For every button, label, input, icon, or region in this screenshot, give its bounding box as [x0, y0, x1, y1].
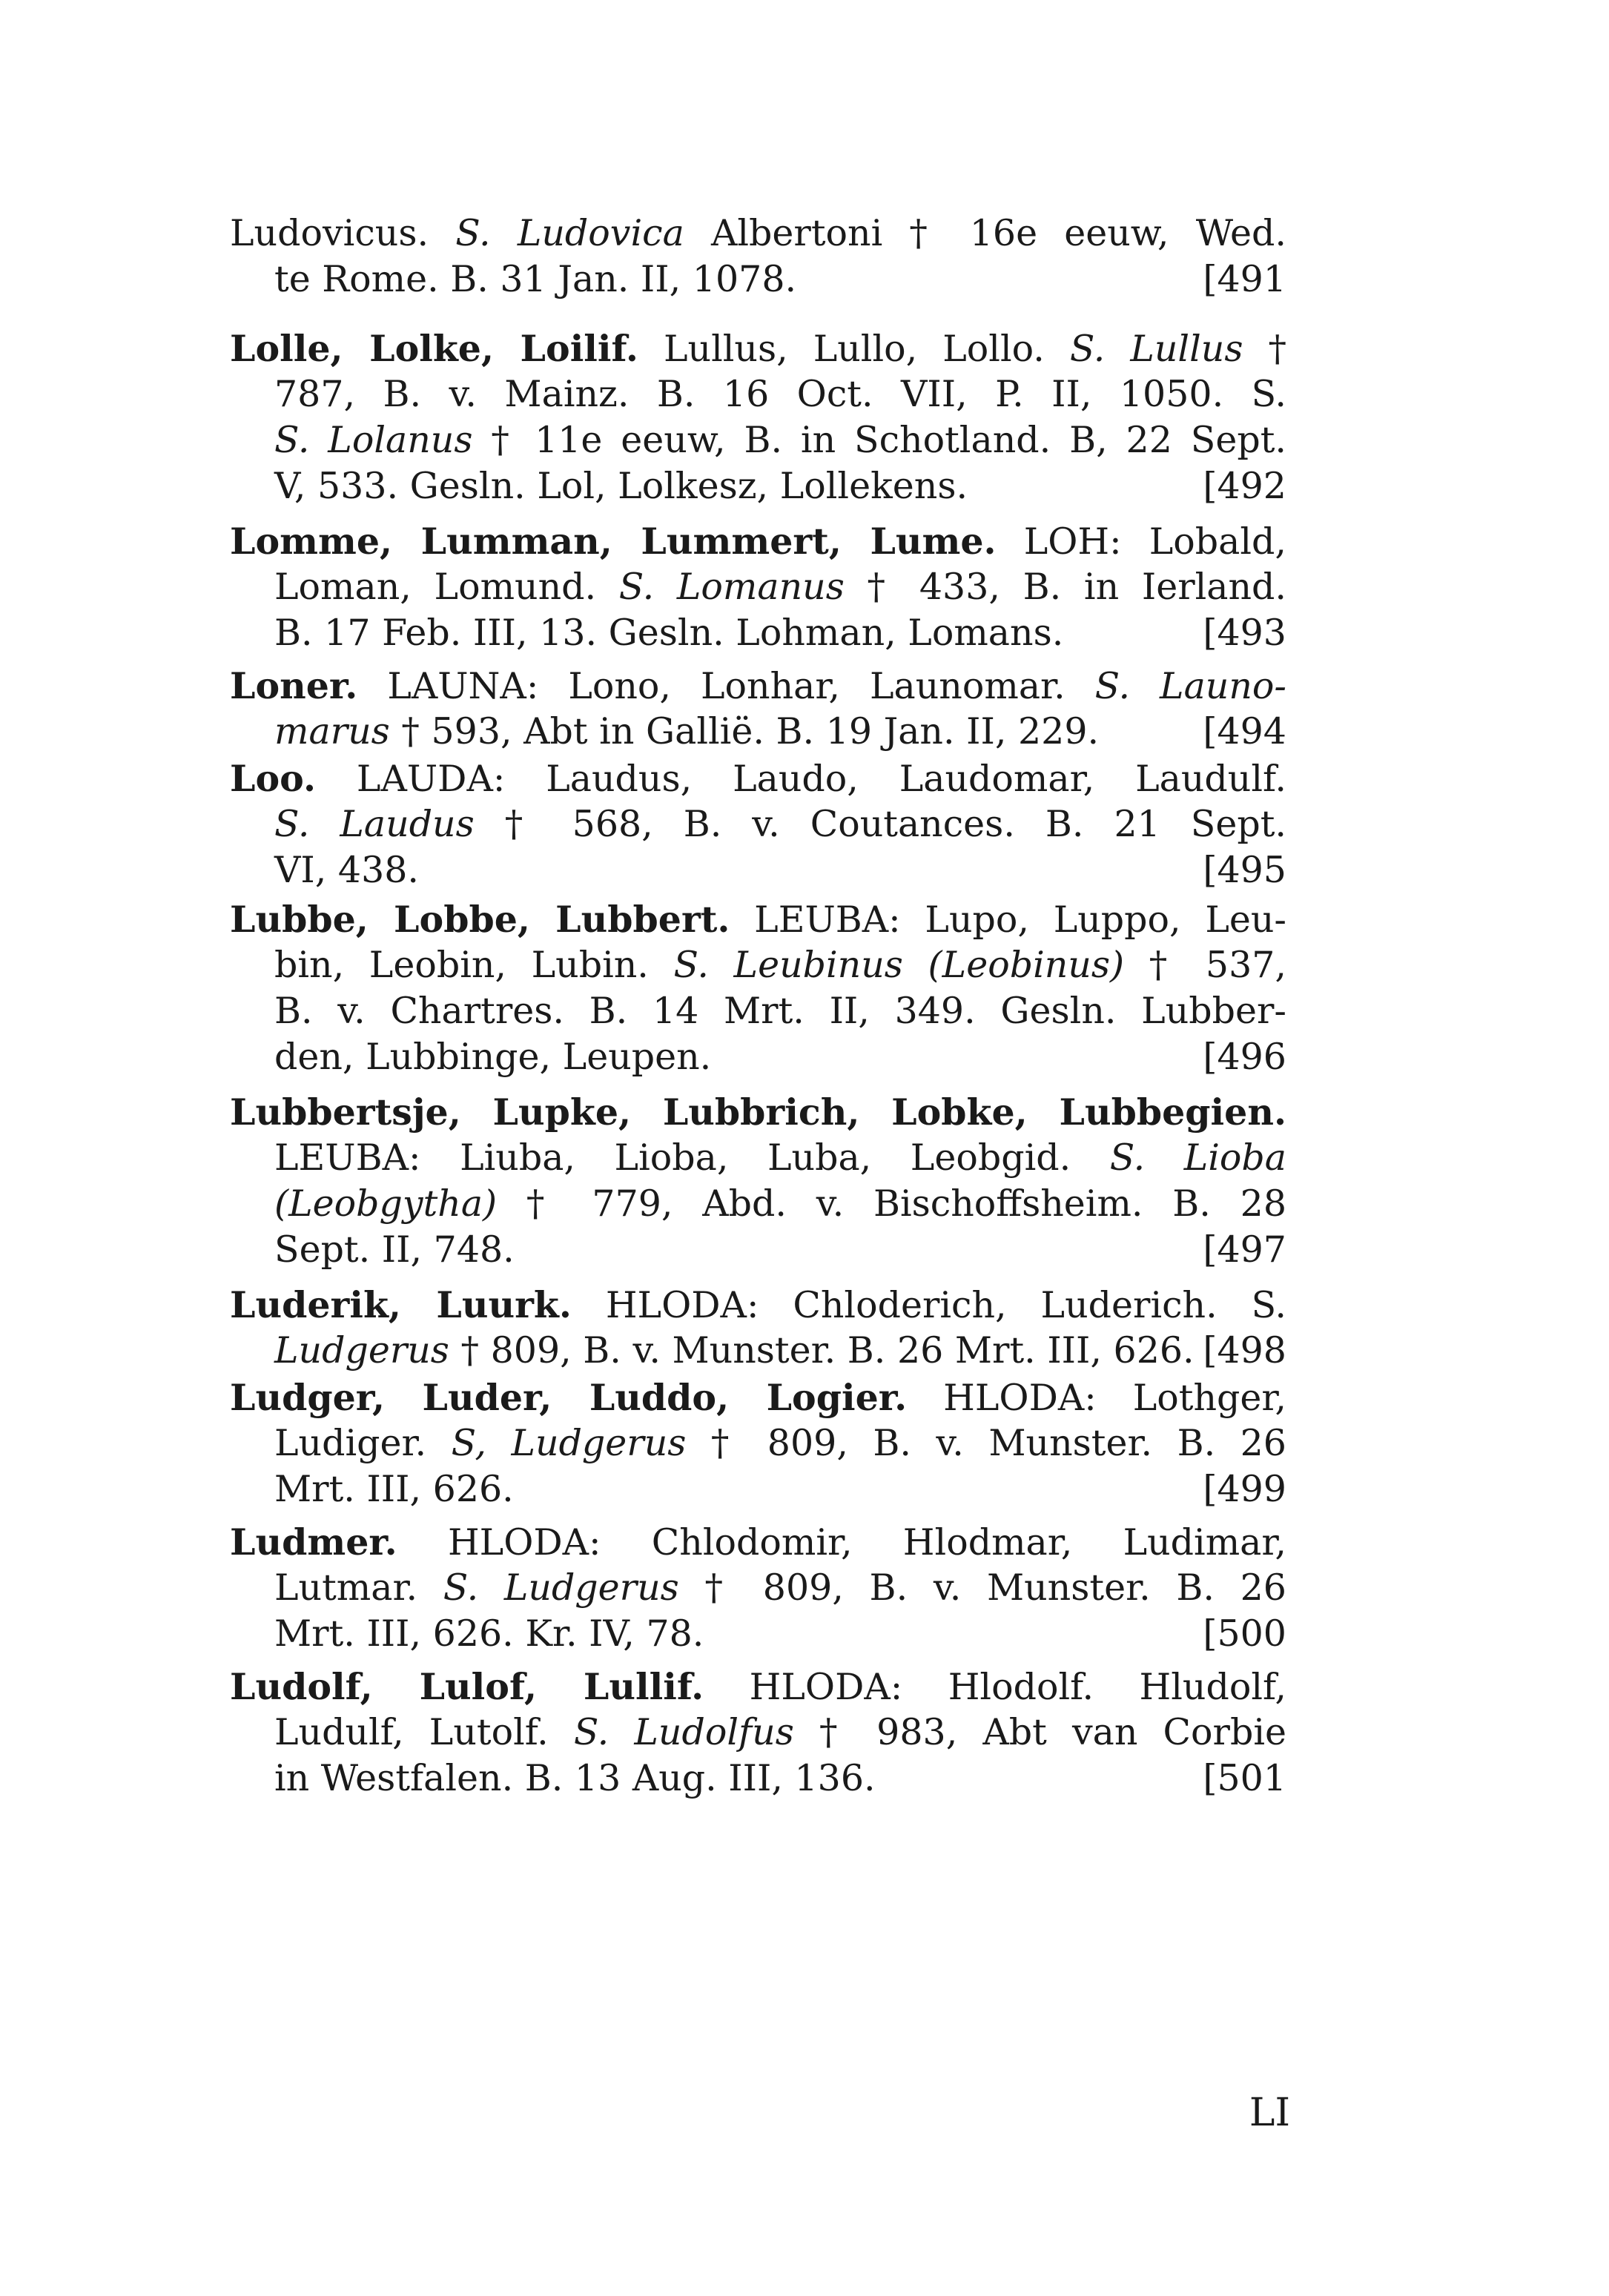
entry-text: † 779, Abd. v. Bischoffsheim. B. 28: [497, 1182, 1286, 1225]
entry-text: bin, Leobin, Lubin.: [274, 944, 674, 986]
entry-text: V, 533. Gesln. Lol, Lolkesz, Lollekens.: [274, 465, 968, 507]
entry-text: B. v. Chartres. B. 14 Mrt. II, 349. Gesln. Lubber-: [274, 990, 1286, 1032]
entry-text: † 593, Abt in Gallië. B. 19 Jan. II, 229.: [389, 710, 1100, 752]
entry-headword: Lomme, Lumman, Lummert, Lume.: [230, 520, 997, 563]
saint-name: S. Ludovica: [455, 212, 684, 254]
entry-text: LOH: Lobald,: [996, 520, 1286, 563]
entry-line: [274, 372, 1286, 417]
entry-line: [274, 1421, 1286, 1466]
entry-line: [274, 989, 1286, 1033]
entry-line: [274, 464, 1286, 509]
entry-line: [274, 1228, 1286, 1272]
entry-number: [493: [1203, 612, 1286, 654]
entry-text: LEUBA: Lupo, Luppo, Leu-: [730, 899, 1286, 941]
entry-headword: Loner.: [230, 664, 358, 707]
entry-text: LAUNA: Lono, Lonhar, Launomar.: [357, 665, 1095, 707]
entry-text: 787, B. v. Mainz. B. 16 Oct. VII, P. II, 1050. S.: [274, 373, 1286, 415]
entry-line: [274, 943, 1286, 987]
entry-line: [230, 1664, 1286, 1709]
entry-line: [274, 709, 1286, 754]
entry-text: HLODA: Hlodolf. Hludolf,: [704, 1666, 1286, 1708]
entry-text: Mrt. III, 626. Kr. IV, 78.: [274, 1612, 704, 1655]
entry-line: [274, 1035, 1286, 1079]
entry-line: [274, 1182, 1286, 1226]
entry-text: den, Lubbinge, Leupen.: [274, 1036, 712, 1078]
entry-headword: Ludolf, Lulof, Lullif.: [230, 1665, 704, 1708]
entry-headword: Loo.: [230, 757, 317, 800]
entry-text: VI, 438.: [274, 849, 419, 891]
entry-text: Lutmar.: [274, 1566, 443, 1609]
entry-text: Ludulf, Lutolf.: [274, 1711, 574, 1753]
entry-line: [230, 664, 1286, 708]
page-number: LI: [1249, 2091, 1290, 2135]
saint-name: S. Laudus: [274, 803, 475, 845]
saint-name: Ludgerus: [274, 1329, 449, 1372]
entry-line: [274, 1136, 1286, 1180]
entry-number: [494: [1203, 710, 1286, 752]
entry-number: [497: [1203, 1228, 1286, 1271]
entry-line: [230, 756, 1286, 801]
entry-line: [230, 1090, 1286, 1134]
entry-number: [500: [1203, 1612, 1286, 1655]
entry-text: Loman, Lomund.: [274, 566, 619, 608]
entry-text: Sept. II, 748.: [274, 1228, 515, 1271]
entry-headword: Lubbertsje, Lupke, Lubbrich, Lobke, Lubbegien.: [230, 1091, 1286, 1134]
entry-line: [274, 1710, 1286, 1755]
entry-line: [274, 802, 1286, 847]
entry-headword: Ludmer.: [230, 1521, 397, 1564]
entry-number: [499: [1203, 1468, 1286, 1510]
entry-headword: Ludger, Luder, Luddo, Logier.: [230, 1376, 908, 1419]
entry-line: [274, 1467, 1286, 1512]
entry-text: † 809, B. v. Munster. B. 26: [686, 1422, 1286, 1464]
entry-text: Lullus, Lullo, Lollo.: [638, 328, 1070, 370]
entry-text: Ludovicus.: [230, 212, 456, 254]
saint-name: S, Ludgerus: [451, 1422, 687, 1464]
entry-text: Albertoni † 16e eeuw, Wed.: [684, 212, 1287, 254]
entry-line: [230, 326, 1286, 371]
entry-text: LEUBA: Liuba, Lioba, Luba, Leobgid.: [274, 1137, 1110, 1179]
entry-number: [492: [1203, 465, 1286, 507]
entry-text: HLODA: Lothger,: [907, 1377, 1286, 1419]
entry-line: [230, 519, 1286, 563]
entry-headword: Luderik, Luurk.: [230, 1283, 572, 1326]
entry-line: [274, 1566, 1286, 1610]
entry-text: in Westfalen. B. 13 Aug. III, 136.: [274, 1757, 876, 1799]
entry-line: [274, 848, 1286, 893]
entry-text: Ludiger.: [274, 1422, 452, 1464]
entry-line: [274, 565, 1286, 609]
saint-name: marus: [274, 710, 390, 752]
entry-line: [230, 1375, 1286, 1420]
entry-text: B. 17 Feb. III, 13. Gesln. Lohman, Lomans.: [274, 612, 1064, 654]
entry-number: [495: [1203, 849, 1286, 891]
entry-line: [274, 611, 1286, 655]
entry-text: † 537,: [1124, 944, 1287, 986]
saint-name: S. Launo-: [1094, 665, 1286, 707]
saint-name: (Leobgytha): [274, 1182, 498, 1225]
saint-name: S. Ludgerus: [443, 1566, 679, 1609]
entry-number: [496: [1203, 1036, 1286, 1078]
entry-line: [274, 418, 1286, 463]
entry-headword: Lubbe, Lobbe, Lubbert.: [230, 898, 730, 941]
entry-text: Mrt. III, 626.: [274, 1468, 514, 1510]
entry-text: † 809, B. v. Munster. B. 26: [678, 1566, 1286, 1609]
saint-name: S. Lioba: [1109, 1137, 1286, 1179]
saint-name: S. Lomanus: [618, 566, 845, 608]
entry-text: †: [1243, 328, 1286, 370]
saint-name: S. Lolanus: [274, 419, 473, 461]
entry-headword: Lolle, Lolke, Loilif.: [230, 327, 638, 370]
saint-name: S. Lullus: [1069, 328, 1243, 370]
entry-line: [230, 211, 1286, 256]
entry-text: LAUDA: Laudus, Laudo, Laudomar, Laudulf.: [316, 758, 1286, 800]
saint-name: S. Leubinus (Leobinus): [673, 944, 1125, 986]
entry-text: HLODA: Chlodomir, Hlodmar, Ludimar,: [397, 1521, 1286, 1564]
entry-text: HLODA: Chloderich, Luderich. S.: [571, 1284, 1287, 1326]
entry-line: [230, 897, 1286, 942]
entry-text: † 809, B. v. Munster. B. 26 Mrt. III, 626.: [449, 1329, 1195, 1372]
entry-line: [274, 1756, 1286, 1801]
entry-text: † 11e eeuw, B. in Schotland. B, 22 Sept.: [472, 419, 1286, 461]
entry-number: [501: [1203, 1757, 1286, 1799]
entry-text: † 433, B. in Ierland.: [844, 566, 1286, 608]
entry-line: [274, 1612, 1286, 1656]
entry-number: [498: [1203, 1329, 1286, 1372]
entry-line: [230, 1520, 1286, 1564]
entry-text: † 568, B. v. Coutances. B. 21 Sept.: [474, 803, 1286, 845]
entry-line: [274, 1329, 1286, 1373]
entry-line: [274, 257, 1286, 302]
entry-line: [230, 1283, 1286, 1327]
entry-number: [491: [1203, 258, 1286, 300]
entry-text: † 983, Abt van Corbie: [793, 1711, 1287, 1753]
entry-text: te Rome. B. 31 Jan. II, 1078.: [274, 258, 797, 300]
saint-name: S. Ludolfus: [573, 1711, 794, 1753]
